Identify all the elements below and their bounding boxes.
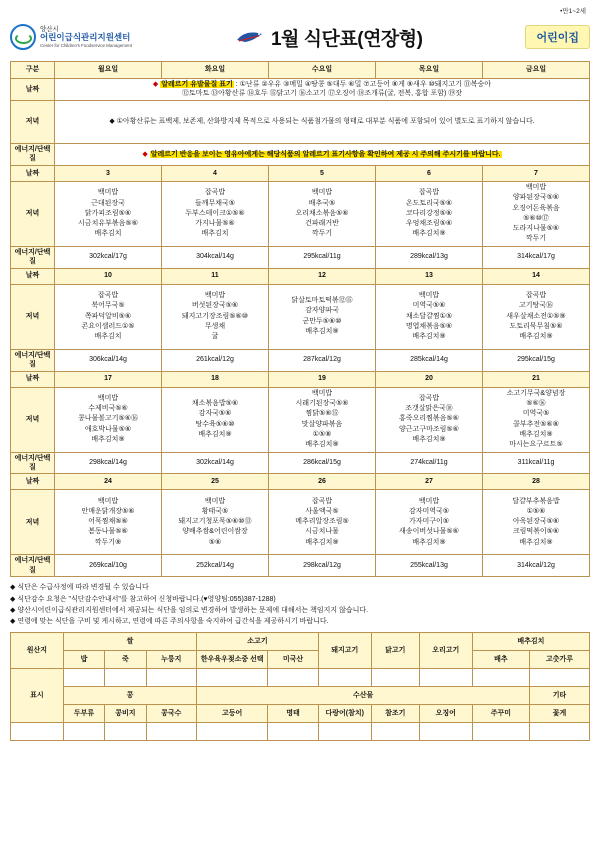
header-fri: 금요일 [483, 62, 590, 79]
origin-values-row-1 [11, 668, 590, 686]
origin-group-rice: 쌀 [63, 632, 196, 650]
w4-date-2: 26 [269, 474, 376, 490]
w1-energy-1: 304kcal/14g [162, 246, 269, 268]
w2-energy-label: 에너지/단백질 [11, 349, 55, 371]
w3-date-2: 19 [269, 371, 376, 387]
w4-energy-3: 255kcal/13g [376, 555, 483, 577]
w1-date-4: 7 [483, 165, 590, 181]
week2-energy-row [11, 349, 590, 371]
w1-energy-label: 에너지/단백질 [11, 246, 55, 268]
footer-note-3: ◆ 양산시어린이급식관리지원센터에서 제공되는 식단을 임의로 변경하여 발생하는 문제에 대해서는 책임지지 않습니다. [10, 606, 369, 614]
origin-value-tuna [268, 722, 319, 740]
allergy-warning-text: 알레르기 반응을 보이는 영유아에게는 해당식품의 알레르기 표기사항을 확인하여 제공 시 주의해 주시기를 바랍니다. [150, 150, 501, 158]
footer-note-1: ◆ 식단은 수급사정에 따라 변경될 수 있습니다 [10, 584, 149, 592]
w3-energy-0: 298kcal/14g [55, 452, 162, 474]
w2-energy-3: 285kcal/14g [376, 349, 483, 371]
footer-notes [10, 582, 590, 627]
w2-meal-2: 닭살토마토떡볶⑫⑮ 감자양파국 군만두⑤⑥⑩ 배추김치⑨ [269, 284, 376, 349]
w4-meal-4: 달걀부추볶음밥 ①⑤⑥ 아욱된장국⑤⑥ 크림떡볶이⑤⑥ 배추김치⑨ [483, 490, 590, 555]
origin-group-header-row-2 [11, 686, 590, 704]
w2-date-4: 14 [483, 268, 590, 284]
allergy-date-label: 날짜 [11, 79, 55, 101]
allergy-legend-title: 알레르기 유발물질 표기 [161, 81, 233, 88]
origin-value-gochugaru [530, 668, 590, 686]
w2-date-1: 11 [162, 268, 269, 284]
w3-date-4: 21 [483, 371, 590, 387]
origin-item-header-row [11, 650, 590, 668]
w4-energy-2: 298kcal/12g [269, 555, 376, 577]
w2-energy-1: 261kcal/12g [162, 349, 269, 371]
origin-item-tuna: 다랑어(참치) [318, 704, 371, 722]
w2-meal-1: 백미밥 버섯된장국⑤⑥ 돼지고기장조림⑤⑥⑩ 무생채 귤 [162, 284, 269, 349]
w1-energy-2: 295kcal/11g [269, 246, 376, 268]
bird-icon [235, 29, 265, 45]
w4-energy-label: 에너지/단백질 [11, 555, 55, 577]
allergy-legend-line2: ⑫토마토 ⑬아황산류 ⑭호두 ⑮닭고기 ⑯소고기 ⑰오징어 ⑱조개류(굴, 전복, 홍합 포함) ⑲잣 [181, 90, 463, 98]
w2-date-label: 날짜 [11, 268, 55, 284]
week4-meal-row [11, 490, 590, 555]
w3-energy-label: 에너지/단백질 [11, 452, 55, 474]
origin-value-chicken [371, 668, 419, 686]
w2-energy-4: 295kcal/15g [483, 349, 590, 371]
org-line3: Center for Children's Foodservice Management [40, 42, 132, 48]
allergy-legend: ◆ 알레르기 유발물질 표기 : ①난류 ②우유 ③메밀 ④땅콩 ⑤대두 ⑥밀 ⑦고등어 ⑧게 ⑨새우 ⑩돼지고기 ⑪복숭아 ⑫토마토 ⑬아황산류 ⑭호두 ⑮닭고기 ⑯소고기 ⑰오징어 ⑱조개류(굴, 전복, 홍합 포함) ⑲잣 [55, 79, 590, 101]
allergy-date-row [11, 79, 590, 101]
allergy-meal-label: 저녁 [11, 100, 55, 143]
week3-energy-row [11, 452, 590, 474]
allergy-energy-label: 에너지/단백질 [11, 143, 55, 165]
week2-meal-row [11, 284, 590, 349]
origin-value-nurungji [146, 668, 197, 686]
week1-energy-row [11, 246, 590, 268]
origin-item-juk: 죽 [105, 650, 146, 668]
w3-date-1: 18 [162, 371, 269, 387]
org-line2: 어린이급식관리지원센터 [40, 32, 131, 43]
w1-date-label: 날짜 [11, 165, 55, 181]
origin-value-duck [419, 668, 472, 686]
week3-date-row [11, 371, 590, 387]
origin-item-baechu: 배추 [472, 650, 529, 668]
origin-item-bap: 밥 [63, 650, 104, 668]
origin-item-jukkumi: 주꾸미 [472, 704, 529, 722]
origin-value-jukkumi [419, 722, 472, 740]
origin-value-myeongtae [197, 722, 268, 740]
footer-note-2: ◆ 식단감수 요청은 "식단감수안내서"를 참고하여 신청바랍니다.(♥영양팀:055)387-1288) [10, 595, 276, 603]
w1-meal-3: 잡곡밥 온도토리국⑤⑥ 코다리강정⑤⑥ 우엉채조림⑤⑥ 배추김치⑨ [376, 181, 483, 246]
w1-meal-0: 백미밥 근대된장국 닭가피조림⑤⑥ 시금치유부볶음⑤⑥ 배추김치 [55, 181, 162, 246]
origin-group-bean: 콩 [63, 686, 196, 704]
w1-date-1: 4 [162, 165, 269, 181]
week2-date-row [11, 268, 590, 284]
origin-value-godeungeo [146, 722, 197, 740]
w4-date-3: 27 [376, 474, 483, 490]
age-note: •만1~2세 [560, 8, 586, 15]
allergy-legend-line1: : ①난류 ②우유 ③메밀 ④땅콩 ⑤대두 ⑥밀 ⑦고등어 ⑧게 ⑨새우 ⑩돼지고기 ⑪복숭아 [233, 81, 492, 88]
w2-meal-4: 잡곡밥 고기탕국⑯ 새우살채소전①⑤⑨ 도토리묵무침⑤⑥ 배추김치⑨ [483, 284, 590, 349]
w2-date-0: 10 [55, 268, 162, 284]
w4-date-4: 28 [483, 474, 590, 490]
week4-energy-row [11, 555, 590, 577]
w4-meal-1: 백미밥 황태국⑤ 돼지고기청포묵⑤⑥⑩⑬ 양배추쌈&어린이쌈장 ⑤⑥ [162, 490, 269, 555]
w1-date-0: 3 [55, 165, 162, 181]
table-header-row [11, 62, 590, 79]
week3-meal-row [11, 387, 590, 452]
w3-meal-3: 잡곡밥 조갯살맑은국⑱ 홍죽오리찜볶음⑤⑥ 양근고구마조림⑤⑥ 배추김치⑨ [376, 387, 483, 452]
origin-value-bap [63, 668, 104, 686]
origin-value-kongguksu [105, 722, 146, 740]
logo-icon [10, 24, 36, 50]
origin-value-dubu [11, 722, 64, 740]
header-thu: 목요일 [376, 62, 483, 79]
w2-energy-0: 306kcal/14g [55, 349, 162, 371]
w3-meal-4: 소고기무국&양념장 ⑤⑥⑯ 미역국⑤ 콜부추전⑤⑥⑧ 배추김치⑨ 마시는요구르트⑤ [483, 387, 590, 452]
w2-meal-0: 잡곡밥 북어무국⑤ 쪽파덕알비⑤⑥ 콘요이샐러드①⑤ 배추김치 [55, 284, 162, 349]
origin-item-kongguksu: 콩국수 [146, 704, 197, 722]
w3-meal-1: 채소볶음밥⑤⑥ 감자국⑤⑥ 탕수육⑤⑥⑩ 배추김치⑨ [162, 387, 269, 452]
w2-meal-3: 백미밥 미역국⑤⑥ 채소달걀찜①⑤ 명엽채볶음⑤⑥ 배추김치⑨ [376, 284, 483, 349]
w2-date-3: 13 [376, 268, 483, 284]
w1-meal-2: 백미밥 배추국⑤ 오리채소볶음⑤⑥ 건파래거반 깍두기 [269, 181, 376, 246]
origin-item-gochugaru: 고춧가루 [530, 650, 590, 668]
origin-group-header-row [11, 632, 590, 650]
organization-text [40, 26, 132, 48]
origin-item-ojingeo: 오징어 [419, 704, 472, 722]
origin-value-kkotge [472, 722, 529, 740]
origin-item-chamjogi: 참조기 [371, 704, 419, 722]
origin-label-1: 원산지 [11, 632, 64, 668]
origin-value-baechu [472, 668, 529, 686]
origin-group-beef: 소고기 [197, 632, 319, 650]
w3-energy-4: 311kcal/11g [483, 452, 590, 474]
origin-item-nurungji: 누룽지 [146, 650, 197, 668]
w3-meal-0: 백미밥 수제비국⑤⑥ 콩나물볼고기⑤⑥⑯ 애호박나물⑤⑥ 배추김치⑨ [55, 387, 162, 452]
w3-energy-3: 274kcal/11g [376, 452, 483, 474]
w2-meal-label: 저녁 [11, 284, 55, 349]
w4-energy-4: 314kcal/12g [483, 555, 590, 577]
organization-brand [10, 24, 132, 50]
w1-meal-label: 저녁 [11, 181, 55, 246]
w1-energy-3: 289kcal/13g [376, 246, 483, 268]
origin-value-juk [105, 668, 146, 686]
origin-value-chamjogi [318, 722, 371, 740]
origin-item-kkotge: 꽃게 [530, 704, 590, 722]
page-title: 1월 식단표(연장형) [270, 28, 423, 50]
w3-date-0: 17 [55, 371, 162, 387]
page-header [10, 17, 590, 57]
w4-meal-3: 백미밥 감자미역국⑤ 가자미구이⑤ 새송이버섯나물⑤⑥ 배추김치⑨ [376, 490, 483, 555]
w1-energy-4: 314kcal/17g [483, 246, 590, 268]
header-tue: 화요일 [162, 62, 269, 79]
footer-note-4: ◆ 연령에 맞는 식단을 구비 및 게시하고, 연령에 따른 주의사항을 숙지하여 급간식을 제공하시기 바랍니다. [10, 618, 329, 626]
w4-meal-label: 저녁 [11, 490, 55, 555]
origin-table [10, 632, 590, 741]
origin-group-kimchi: 배추김치 [472, 632, 589, 650]
origin-item-dubu: 두부류 [63, 704, 104, 722]
origin-item-myeongtae: 명태 [268, 704, 319, 722]
w1-date-2: 5 [269, 165, 376, 181]
w3-date-label: 날짜 [11, 371, 55, 387]
origin-value-etc [530, 722, 590, 740]
w4-meal-0: 백미밥 안매운닭개장⑤⑥ 어묵찜채⑤⑥ 봄동나물⑤⑥ 깍두기⑨ [55, 490, 162, 555]
origin-value-pork [318, 668, 371, 686]
header-wed: 수요일 [269, 62, 376, 79]
origin-group-pork: 돼지고기 [318, 632, 371, 668]
menu-table [10, 61, 590, 577]
w3-date-3: 20 [376, 371, 483, 387]
origin-values-row-2 [11, 722, 590, 740]
status-badge: 어린이집 [525, 25, 590, 49]
allergy-note-row [11, 100, 590, 143]
origin-item-us-beef: 미국산 [268, 650, 319, 668]
w3-meal-label: 저녁 [11, 387, 55, 452]
allergy-warning: ◆ 알레르기 반응을 보이는 영유아에게는 해당식품의 알레르기 표기사항을 확인하여 제공 시 주의해 주시기를 바랍니다. [55, 143, 590, 165]
origin-item-godeungeo: 고등어 [197, 704, 268, 722]
origin-value-hanwoo [197, 668, 268, 686]
w2-date-2: 12 [269, 268, 376, 284]
w4-meal-2: 잡곡밥 사울액국⑤ 메추리알장조림⑤ 시금치나물 배추김치⑨ [269, 490, 376, 555]
w1-energy-0: 302kcal/17g [55, 246, 162, 268]
week4-date-row [11, 474, 590, 490]
origin-value-us-beef [268, 668, 319, 686]
w4-energy-0: 269kcal/10g [55, 555, 162, 577]
w1-date-3: 6 [376, 165, 483, 181]
title-block [235, 24, 422, 51]
w3-energy-1: 302kcal/14g [162, 452, 269, 474]
week1-meal-row [11, 181, 590, 246]
w3-energy-2: 286kcal/15g [269, 452, 376, 474]
origin-value-kongbiji [63, 722, 104, 740]
w3-meal-2: 백미밥 시래기된장국⑤⑥ 찜닭⑤⑥⑮ 맛살양파볶음 ①⑤⑧ 배추김치⑨ [269, 387, 376, 452]
origin-group-seafood: 수산물 [197, 686, 530, 704]
origin-label-2: 표시 [11, 668, 64, 722]
origin-item-header-row-2 [11, 704, 590, 722]
w1-meal-1: 잡곡밥 들깨무채국⑤ 두부스테이크①⑤⑥ 가지나물⑤⑥ 배추김치 [162, 181, 269, 246]
origin-group-etc: 기타 [530, 686, 590, 704]
w4-date-label: 날짜 [11, 474, 55, 490]
allergy-warning-row [11, 143, 590, 165]
w4-date-1: 25 [162, 474, 269, 490]
w4-date-0: 24 [55, 474, 162, 490]
allergy-note: ◆ ①아황산류는 표백제, 보존제, 산화방지제 목적으로 사용되는 식품첨가물의 형태로 대부분 식품에 포함되어 있어 별도로 표기하지 않습니다. [55, 100, 590, 143]
w1-meal-4: 백미밥 양파된장국⑤⑥ 오징어돈육볶음 ⑤⑥⑩⑰ 도라지나물⑤⑥ 깍두기 [483, 181, 590, 246]
origin-value-ojingeo [371, 722, 419, 740]
origin-group-duck: 오리고기 [419, 632, 472, 668]
org-line1: 양산시 [40, 26, 59, 34]
w2-energy-2: 287kcal/12g [269, 349, 376, 371]
header-col-label: 구분 [11, 62, 55, 79]
w4-energy-1: 252kcal/14g [162, 555, 269, 577]
origin-item-kongbiji: 콩비지 [105, 704, 146, 722]
header-mon: 월요일 [55, 62, 162, 79]
origin-group-chicken: 닭고기 [371, 632, 419, 668]
week1-date-row [11, 165, 590, 181]
origin-item-hanwoo: 한우육우젖소중 선택 [197, 650, 268, 668]
